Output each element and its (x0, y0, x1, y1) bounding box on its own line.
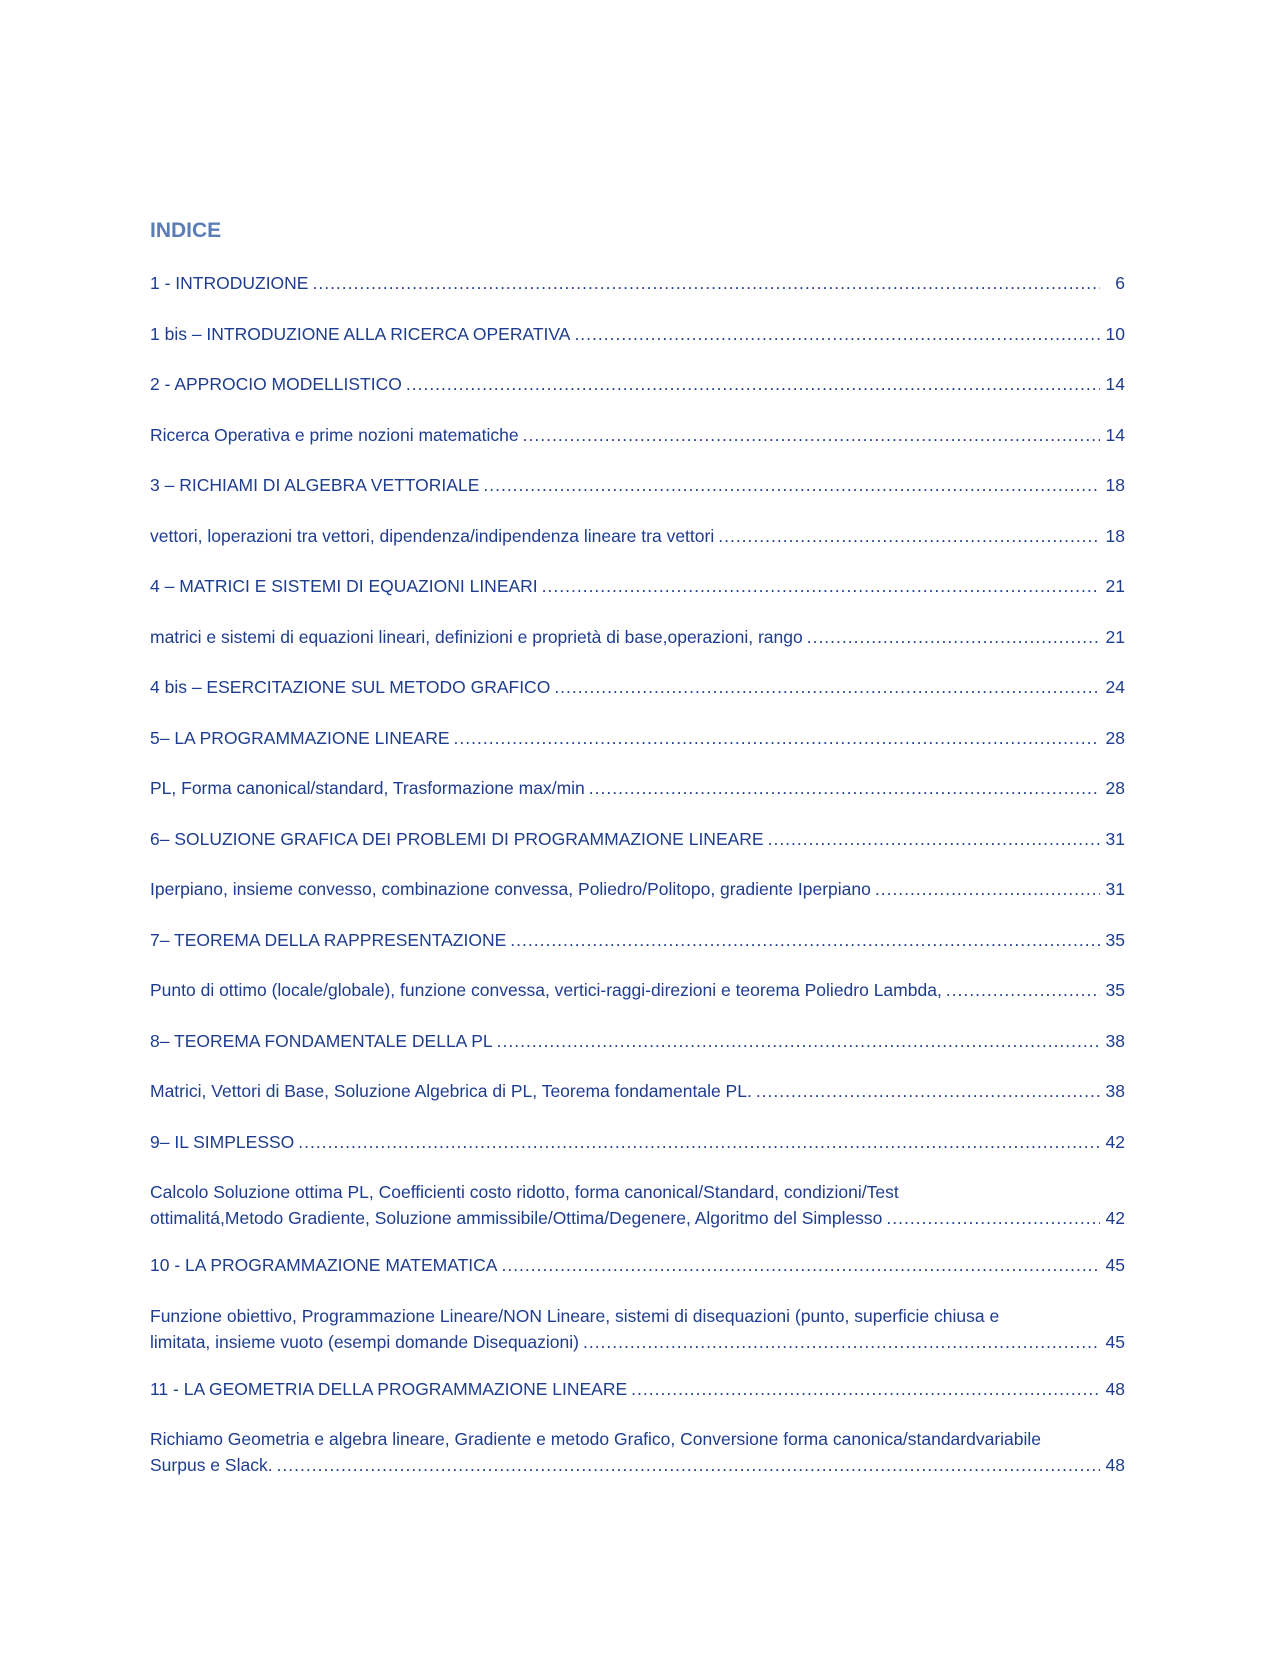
dot-leader (542, 573, 1100, 599)
toc-page-number: 48 (1105, 1378, 1125, 1399)
toc-page-number: 21 (1105, 626, 1125, 647)
toc-entry-line (150, 826, 1125, 852)
toc-entry[interactable] (150, 422, 1125, 448)
toc-page-number: 42 (1105, 1131, 1125, 1152)
toc-entry[interactable] (150, 573, 1125, 599)
toc-entry-line (150, 1205, 1125, 1231)
dot-leader (523, 422, 1100, 448)
toc-entry-line (150, 1078, 1125, 1104)
toc-page-number: 28 (1105, 778, 1125, 798)
dot-leader (554, 674, 1100, 700)
toc-entry-line (150, 1329, 1125, 1355)
toc-entry-line (150, 977, 1125, 1003)
toc-entry[interactable] (150, 472, 1125, 498)
toc-entry-title: 3 – RICHIAMI DI ALGEBRA VETTORIALE (150, 475, 480, 495)
toc-entry-title: matrici e sistemi di equazioni lineari, definizioni e proprietà di base,operazioni, rango (150, 626, 803, 647)
toc-page-number: 48 (1105, 1455, 1125, 1475)
dot-leader (886, 1205, 1100, 1231)
toc-page-number: 14 (1105, 424, 1125, 445)
toc-entry-title: limitata, insieme vuoto (esempi domande Disequazioni) (150, 1331, 579, 1352)
toc-entry-line (150, 725, 1125, 751)
dot-leader (946, 977, 1100, 1003)
toc-page-number: 24 (1105, 677, 1125, 697)
dot-leader (574, 321, 1100, 347)
dot-leader (483, 472, 1100, 498)
dot-leader (312, 270, 1100, 296)
toc-entry-title: Matrici, Vettori di Base, Soluzione Algebrica di PL, Teorema fondamentale PL. (150, 1081, 752, 1101)
toc-entry-title: 2 - APPROCIO MODELLISTICO (150, 374, 402, 394)
toc-entry-line (150, 1028, 1125, 1054)
toc-entry-title: Surpus e Slack. (150, 1455, 273, 1475)
toc-page-number: 10 (1105, 323, 1125, 344)
toc-page-number: 35 (1105, 980, 1125, 1000)
toc-entry-title: PL, Forma canonical/standard, Trasformazione max/min (150, 778, 585, 798)
toc-entry[interactable] (150, 876, 1125, 902)
toc-entry-title: 5– LA PROGRAMMAZIONE LINEARE (150, 727, 450, 748)
toc-entry-line (150, 876, 1125, 902)
toc-entry[interactable] (150, 725, 1125, 751)
toc-entry-title-line: Richiamo Geometria e algebra lineare, Gradiente e metodo Grafico, Conversione forma canonica/standardvariabile (150, 1429, 1042, 1449)
toc-entry[interactable] (150, 1252, 1125, 1278)
toc-entry[interactable] (150, 927, 1125, 953)
dot-leader (501, 1252, 1100, 1278)
toc-entry-line (150, 927, 1125, 953)
toc-entry-line (150, 422, 1125, 448)
toc-entry[interactable] (150, 1078, 1125, 1104)
toc-entry-title: 4 – MATRICI E SISTEMI DI EQUAZIONI LINEARI (150, 576, 538, 596)
toc-entry[interactable] (150, 1028, 1125, 1054)
toc-entry-title: 4 bis – ESERCITAZIONE SUL METODO GRAFICO (150, 677, 551, 697)
toc-entry-title-line: Funzione obiettivo, Programmazione Lineare/NON Lineare, sistemi di disequazioni (punto, superficie chiusa e (150, 1305, 1000, 1326)
toc-entry-title: 1 bis – INTRODUZIONE ALLA RICERCA OPERATIVA (150, 323, 571, 344)
toc-entry-title: Iperpiano, insieme convesso, combinazione convessa, Poliedro/Politopo, gradiente Iperpiano (150, 879, 871, 899)
dot-leader (756, 1078, 1100, 1104)
toc-entry[interactable] (150, 371, 1125, 397)
toc-entry-line (150, 1452, 1125, 1478)
toc-entry[interactable] (150, 1129, 1125, 1155)
toc-entry[interactable] (150, 1303, 1125, 1355)
toc-entry[interactable] (150, 270, 1125, 296)
toc-page-number: 38 (1105, 1030, 1125, 1051)
toc-page-number: 45 (1105, 1255, 1125, 1275)
toc-page-number: 18 (1105, 475, 1125, 495)
dot-leader (454, 725, 1100, 751)
toc-entry[interactable] (150, 826, 1125, 852)
toc-page-number: 31 (1105, 828, 1125, 849)
toc-entry-title: 10 - LA PROGRAMMAZIONE MATEMATICA (150, 1255, 498, 1275)
toc-entry-line (150, 523, 1125, 549)
toc-entry-title: ottimalitá,Metodo Gradiente, Soluzione ammissibile/Ottima/Degenere, Algoritmo del Simplesso (150, 1208, 883, 1228)
toc-list (150, 270, 1125, 1478)
toc-entry[interactable] (150, 1426, 1125, 1478)
toc-entry-title-line: Calcolo Soluzione ottima PL, Coefficienti costo ridotto, forma canonical/Standard, condizioni/Test (150, 1182, 899, 1202)
toc-entry-line (150, 371, 1125, 397)
toc-entry-line (150, 472, 1125, 498)
dot-leader (631, 1376, 1100, 1402)
toc-page-number: 38 (1105, 1081, 1125, 1101)
toc-page (150, 218, 1125, 1499)
toc-entry-line (150, 624, 1125, 650)
toc-entry-line (150, 573, 1125, 599)
toc-heading: INDICE (150, 219, 222, 242)
dot-leader (807, 624, 1100, 650)
toc-page-number: 42 (1105, 1208, 1125, 1228)
dot-leader (875, 876, 1100, 902)
toc-page-number: 35 (1105, 929, 1125, 950)
dot-leader (768, 826, 1100, 852)
toc-entry-title: 8– TEOREMA FONDAMENTALE DELLA PL (150, 1030, 493, 1051)
toc-entry-line (150, 1252, 1125, 1278)
toc-entry[interactable] (150, 674, 1125, 700)
dot-leader (298, 1129, 1100, 1155)
dot-leader (510, 927, 1100, 953)
toc-entry[interactable] (150, 624, 1125, 650)
toc-entry-title: Ricerca Operativa e prime nozioni matematiche (150, 424, 519, 445)
toc-entry[interactable] (150, 321, 1125, 347)
toc-page-number: 28 (1105, 727, 1125, 748)
toc-page-number: 18 (1105, 525, 1125, 546)
dot-leader (589, 775, 1100, 801)
toc-page-number: 31 (1105, 879, 1125, 899)
toc-entry-line (150, 270, 1125, 296)
toc-entry-line (150, 775, 1125, 801)
dot-leader (718, 523, 1100, 549)
toc-entry-title: 7– TEOREMA DELLA RAPPRESENTAZIONE (150, 929, 507, 950)
toc-entry[interactable] (150, 1179, 1125, 1231)
dot-leader (497, 1028, 1100, 1054)
toc-entry[interactable] (150, 1376, 1125, 1402)
toc-entry-title: 9– IL SIMPLESSO (150, 1131, 295, 1152)
toc-entry-line (150, 674, 1125, 700)
dot-leader (277, 1452, 1100, 1478)
toc-page-number: 45 (1105, 1331, 1125, 1352)
toc-page-number: 6 (1115, 273, 1125, 293)
toc-entry-title: 11 - LA GEOMETRIA DELLA PROGRAMMAZIONE LINEARE (150, 1378, 628, 1399)
toc-entry[interactable] (150, 977, 1125, 1003)
dot-leader (406, 371, 1100, 397)
toc-entry-line (150, 321, 1125, 347)
toc-entry-title: 6– SOLUZIONE GRAFICA DEI PROBLEMI DI PROGRAMMAZIONE LINEARE (150, 828, 764, 849)
toc-entry-line (150, 1376, 1125, 1402)
toc-entry-title: vettori, loperazioni tra vettori, dipendenza/indipendenza lineare tra vettori (150, 525, 715, 546)
toc-entry[interactable] (150, 775, 1125, 801)
toc-page-number: 21 (1105, 576, 1125, 596)
toc-page-number: 14 (1105, 374, 1125, 394)
toc-entry[interactable] (150, 523, 1125, 549)
toc-entry-line (150, 1129, 1125, 1155)
toc-entry-title: 1 - INTRODUZIONE (150, 273, 309, 293)
toc-entry-title: Punto di ottimo (locale/globale), funzione convessa, vertici-raggi-direzioni e teorema Poliedro Lambda, (150, 980, 942, 1000)
dot-leader (583, 1329, 1100, 1355)
